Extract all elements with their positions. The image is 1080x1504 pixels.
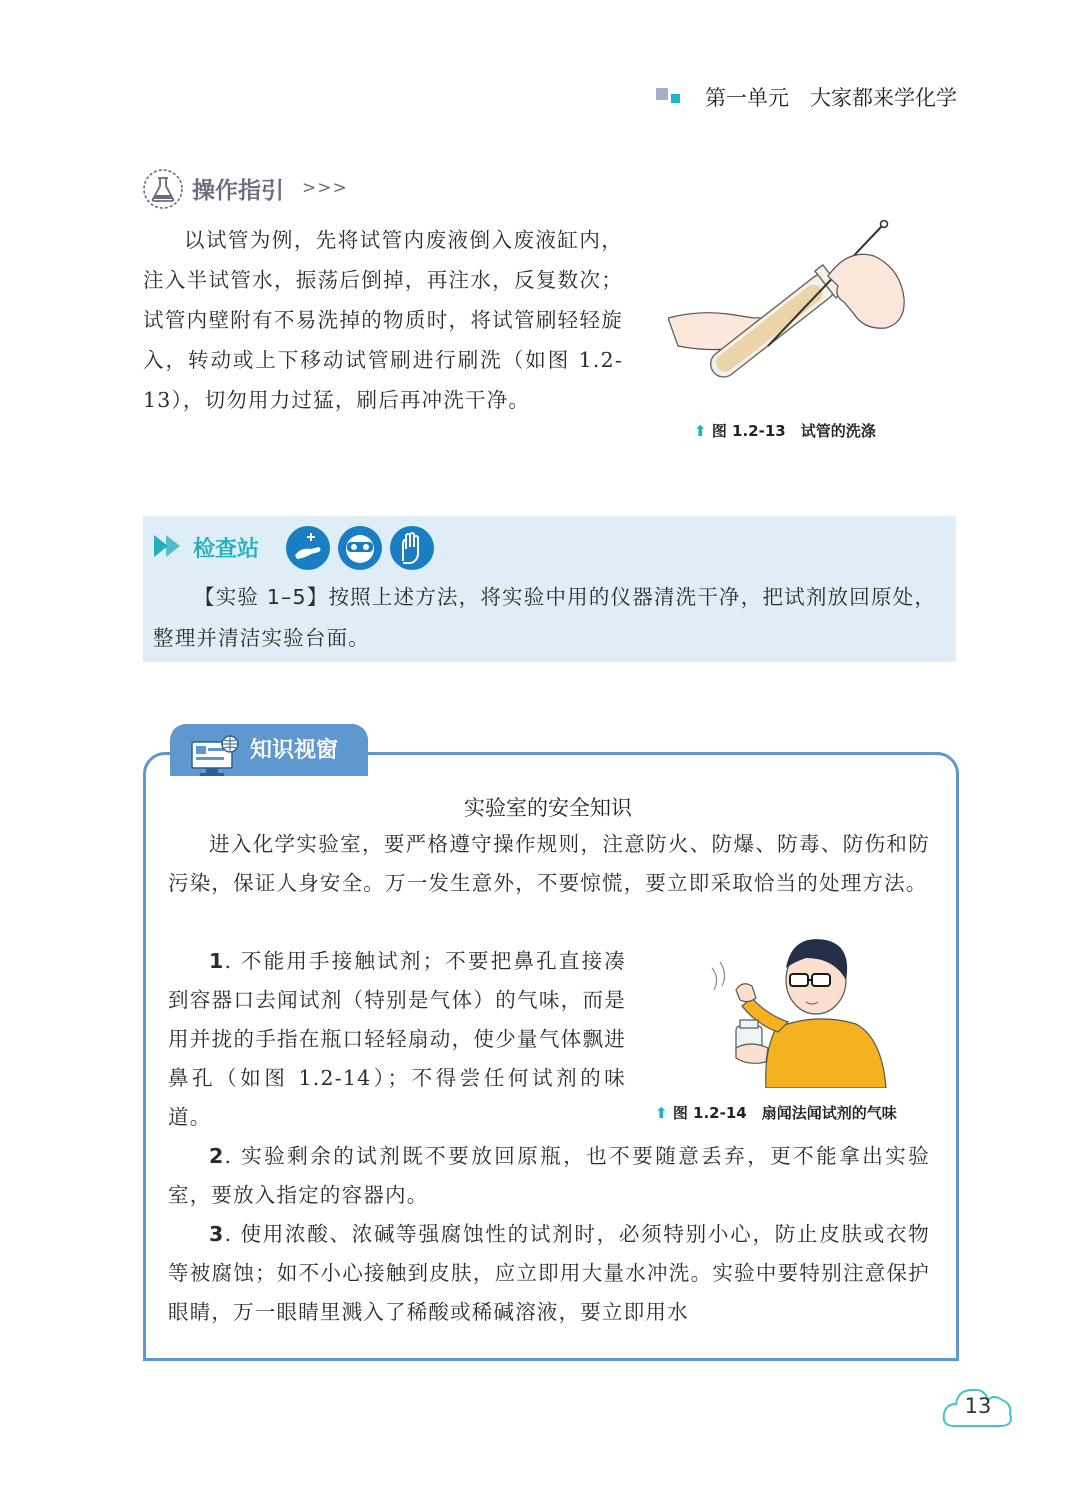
goggles-icon xyxy=(338,526,382,570)
item-text: . 实验剩余的试剂既不要放回原瓶，也不要随意丢弃，更不能拿出实验室，要放入指定的容器内。 xyxy=(168,1144,930,1207)
item-number: 3 xyxy=(209,1222,225,1246)
flask-icon xyxy=(142,168,184,210)
monitor-globe-icon xyxy=(190,734,240,778)
knowledge-item-1 xyxy=(168,942,626,1137)
item-text: . 使用浓酸、浓碱等强腐蚀性的试剂时，必须特别小心，防止皮肤或衣物等被腐蚀；如不小心接触到皮肤，应立即用大量水冲洗。实验中要特别注意保护眼睛，万一眼睛里溅入了稀酸或稀碱溶液，要立即用水 xyxy=(168,1222,930,1324)
figure-caption-2-text: 图 1.2-14 扇闻法闻试剂的气味 xyxy=(672,1104,897,1122)
test-tube-washing-illustration xyxy=(668,218,908,408)
item-number: 2 xyxy=(209,1144,225,1168)
double-play-icon xyxy=(152,533,184,559)
running-header xyxy=(705,82,957,112)
guide-arrows: >>> xyxy=(302,178,348,198)
figure-caption-1-text: 图 1.2-13 试管的洗涤 xyxy=(711,422,876,440)
knowledge-intro: 进入化学实验室，要严格遵守操作规则，注意防火、防爆、防毒、防伤和防污染，保证人身安全。万一发生意外，不要惊慌，要立即采取恰当的处理方法。 xyxy=(168,832,930,895)
safety-icons xyxy=(285,525,435,571)
up-arrow-icon: ⬆ xyxy=(655,1104,668,1122)
header-unit: 第一单元 xyxy=(705,86,789,110)
knowledge-heading: 实验室的安全知识 xyxy=(464,796,632,820)
knowledge-window-title: 知识视窗 xyxy=(250,738,339,763)
knowledge-item-3 xyxy=(168,1215,930,1332)
knowledge-item-2 xyxy=(168,1137,930,1215)
page-number: 13 xyxy=(964,1394,992,1418)
wash-hands-icon xyxy=(286,526,330,570)
header-chapter: 大家都来学化学 xyxy=(810,86,957,110)
gloves-icon xyxy=(390,526,434,570)
check-station-text xyxy=(153,577,948,659)
check-station-body: 按照上述方法，将实验中用的仪器清洗干净，把试剂放回原处，整理并清洁实验台面。 xyxy=(153,585,937,650)
figure-caption-2 xyxy=(655,1102,897,1123)
item-number: 1 xyxy=(209,949,225,973)
item-text: . 不能用手接触试剂；不要把鼻孔直接凑到容器口去闻试剂（特别是气体）的气味，而是用并拢的手指在瓶口轻轻扇动，使少量气体飘进鼻孔（如图 1.2-14）；不得尝任何试剂的味道。 xyxy=(168,949,626,1129)
header-square-gray xyxy=(656,88,668,100)
figure-caption-1 xyxy=(694,420,876,441)
up-arrow-icon: ⬆ xyxy=(694,422,707,440)
wafting-smell-illustration xyxy=(706,928,906,1088)
guide-paragraph: 以试管为例，先将试管内废液倒入废液缸内，注入半试管水，振荡后倒掉，再注水，反复数次；试管内壁附有不易洗掉的物质时，将试管刷轻轻旋入，转动或上下移动试管刷进行刷洗（如图 1.2-13），切勿用力过猛，刷后再冲洗干净。 xyxy=(143,228,623,412)
header-square-teal xyxy=(671,94,680,103)
guide-title: 操作指引 xyxy=(192,178,284,204)
experiment-label: 【实验 1–5】 xyxy=(194,585,329,609)
check-station-title: 检查站 xyxy=(193,537,260,562)
